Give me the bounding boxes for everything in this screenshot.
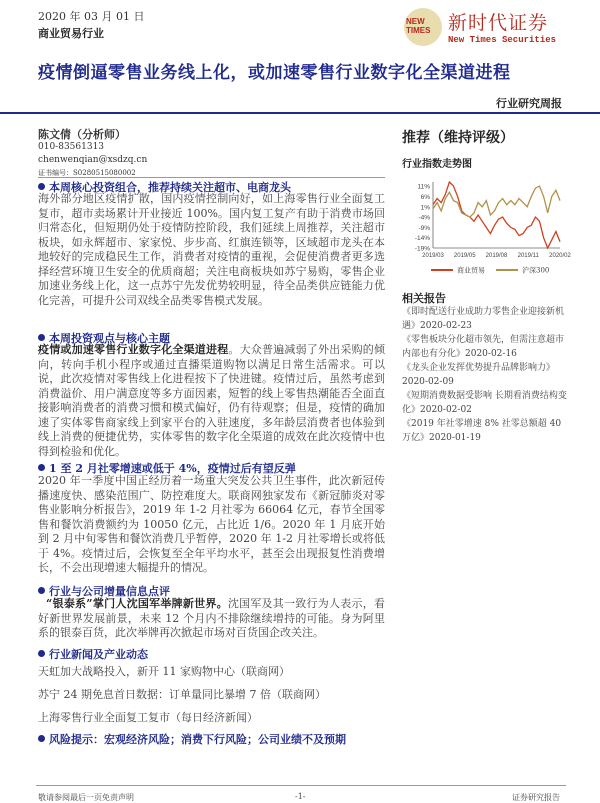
y-tick-label: -14% xyxy=(414,235,430,243)
report-type: 行业研究周报 xyxy=(496,97,562,110)
analyst-cert: 证书编号：S0280515080002 xyxy=(38,169,136,177)
legend-label: 沪深300 xyxy=(522,266,550,275)
paragraph-lead: 疫情或加速零售行业数字化全渠道进程 xyxy=(38,343,229,356)
analyst-email[interactable]: chenwenqian@xsdzq.cn xyxy=(38,155,148,165)
legend-label: 商业贸易 xyxy=(457,266,485,275)
report-date: 2020 年 03 月 01 日 xyxy=(38,10,145,23)
related-reports-title: 相关报告 xyxy=(402,292,446,305)
logo-en: New Times Securities xyxy=(448,35,557,45)
section-heading-text: 本周投资观点与核心主题 xyxy=(49,332,170,345)
section-heading xyxy=(38,646,148,662)
y-tick-label: -9% xyxy=(418,224,430,232)
y-tick-label: -19% xyxy=(414,245,430,253)
bullet-icon xyxy=(38,464,45,471)
index-trend-chart xyxy=(400,178,571,280)
section-text xyxy=(38,474,385,576)
y-tick-label: -4% xyxy=(418,214,430,222)
logo-mark-icon: NEW TIMES xyxy=(404,8,442,46)
x-tick-label: 2019/11 xyxy=(517,253,539,259)
x-tick-label: 2020/02 xyxy=(549,253,571,259)
y-tick-label: 6% xyxy=(420,193,430,201)
risk-text: 风险提示：宏观经济风险；消费下行风险；公司业绩不及预期 xyxy=(49,733,346,746)
bullet-icon xyxy=(38,587,45,594)
paragraph: 2020 年一季度中国正经历着一场重大突发公共卫生事件，此次新冠传播速度快、感染范围广、防控难度大。联商网独家发布《新冠肺炎对零售业影响分析报告》，2019 年 1-2 月社零为 66064 亿元，春节全国零售和餐饮消费额约为 10050 亿元，占比近 1/6。2020 年 1 月底开始到 2 月中旬零售和餐饮消费几乎暂停，2020 年 1-2 月社零增长或将低于 4%。疫情过后，会恢复至全年平均水平，甚至会出现报复性消费增长，不会出现增速大幅提升的情况。 xyxy=(38,474,385,574)
section-text xyxy=(38,597,385,641)
analyst-divider xyxy=(38,177,385,178)
section-heading-text: 1 至 2 月社零增速或低于 4%，疫情过后有望反弹 xyxy=(49,462,296,475)
paragraph-lead: “银泰系”掌门人沈国军举牌新世界。 xyxy=(46,597,228,610)
section-heading-text: 行业与公司增量信息点评 xyxy=(49,585,170,598)
chart-title: 行业指数走势图 xyxy=(402,159,472,170)
related-report-link[interactable]: 《2019 年社零增速 8% 社零总额超 40 万亿》2020-01-19 xyxy=(402,419,562,443)
y-tick-label: 11% xyxy=(417,183,430,191)
footer-divider xyxy=(36,785,566,786)
related-report-link[interactable]: 《龙头企业发挥优势提升品牌影响力》2020-02-09 xyxy=(402,363,556,387)
paragraph: 海外部分地区疫情扩散，国内疫情控制向好，如上海零售行业全面复工复市，超市卖场累计开业接近 100%。国内复工复产有助于消费市场回归常态化，但短期仍处于疫情防控阶段，我们延续上周推荐，关注超市板块，如永辉超市、家家悦、步步高、红旗连锁等，区域超市龙头在本地较好的完成稳民生工作，消费者对疫情的重视，会促使消费者更多选择经营环境卫生安全的优质商超；关注电商板块如苏宁易购，零售企业加速业务线上化，这一点苏宁先发优势较明显，待全品类供应链能力优化完善，可提升公司双线全品类零售模式发展。 xyxy=(38,192,385,307)
section-heading-text: 行业新闻及产业动态 xyxy=(49,648,148,661)
page-title: 疫情倒逼零售业务线上化，或加速零售行业数字化全渠道进程 xyxy=(38,63,511,83)
series-line-商业贸易 xyxy=(433,182,560,248)
related-report-link[interactable]: 《短期消费数据受影响 长期看消费结构变化》2020-02-02 xyxy=(402,391,567,415)
page-number: -1- xyxy=(295,792,306,801)
footer-disclaimer: 敬请参阅最后一页免责声明 xyxy=(38,793,134,802)
y-tick-label: 1% xyxy=(420,204,430,212)
section-text xyxy=(38,192,385,308)
x-tick-label: 2019/08 xyxy=(485,253,508,259)
bullet-icon xyxy=(38,183,45,190)
news-item: 上海零售行业全面复工复市（每日经济新闻） xyxy=(38,711,258,724)
rating: 推荐（维持评级） xyxy=(402,130,514,146)
logo-cn: 新时代证券 xyxy=(448,12,549,34)
news-item: 苏宁 24 期免息首日数据：订单量同比暴增 7 倍（联商网） xyxy=(38,688,326,701)
industry-label: 商业贸易行业 xyxy=(38,27,104,40)
related-report-link[interactable]: 《零售板块分化超市领先，但需注意超市内部也有分化》2020-02-16 xyxy=(402,335,565,359)
paragraph: 沈国军及其一致行为人表示，看好新世界发展前景，未来 12 个月内不排除继续增持的可能。身为阿里系的银泰百货，此次举牌再次掀起市场对百货国企改关注。 xyxy=(38,597,386,639)
analyst-name: 陈文倩（分析师） xyxy=(38,128,126,141)
company-logo xyxy=(404,6,574,54)
footer-label: 证券研究报告 xyxy=(512,793,560,802)
risk-warning xyxy=(38,731,346,747)
bullet-icon xyxy=(38,650,45,657)
news-item: 天虹加大战略投入，新开 11 家购物中心（联商网） xyxy=(38,665,290,678)
series-line-沪深300 xyxy=(433,186,560,217)
paragraph: 。大众普遍减弱了外出采购的倾向，转向手机小程序或通过直播渠道购物以满足日常生活需求。可以说，此次疫情对零售线上化进程按下了快进键。疫情过后，虽然考虑到消费溢价、用户满意度等多方面因素，短暂的线上零售热潮能否全面直接影响消费者的消费习惯和模式偏好，仍有待观察；但是，疫情的确加速了实体零售商家线上到家平台的入驻速度，多年龄层消费者也体验到线上消费的便捷优势，实体零售的数字化全渠道的成效在此次疫情中也得到检验和优化。 xyxy=(38,343,386,458)
section-heading-text: 本周核心投资组合，推荐持续关注超市、电商龙头 xyxy=(49,181,291,194)
bullet-icon xyxy=(38,334,45,341)
related-reports-list xyxy=(402,306,567,446)
x-tick-label: 2019/03 xyxy=(422,253,444,259)
x-tick-label: 2019/05 xyxy=(453,253,476,259)
related-report-link[interactable]: 《即时配送行业成助力零售企业迎接新机遇》2020-02-23 xyxy=(402,307,565,331)
analyst-phone: 010-83561313 xyxy=(38,142,105,152)
bullet-icon xyxy=(38,735,45,742)
section-text xyxy=(38,343,385,459)
header-divider xyxy=(0,112,600,114)
